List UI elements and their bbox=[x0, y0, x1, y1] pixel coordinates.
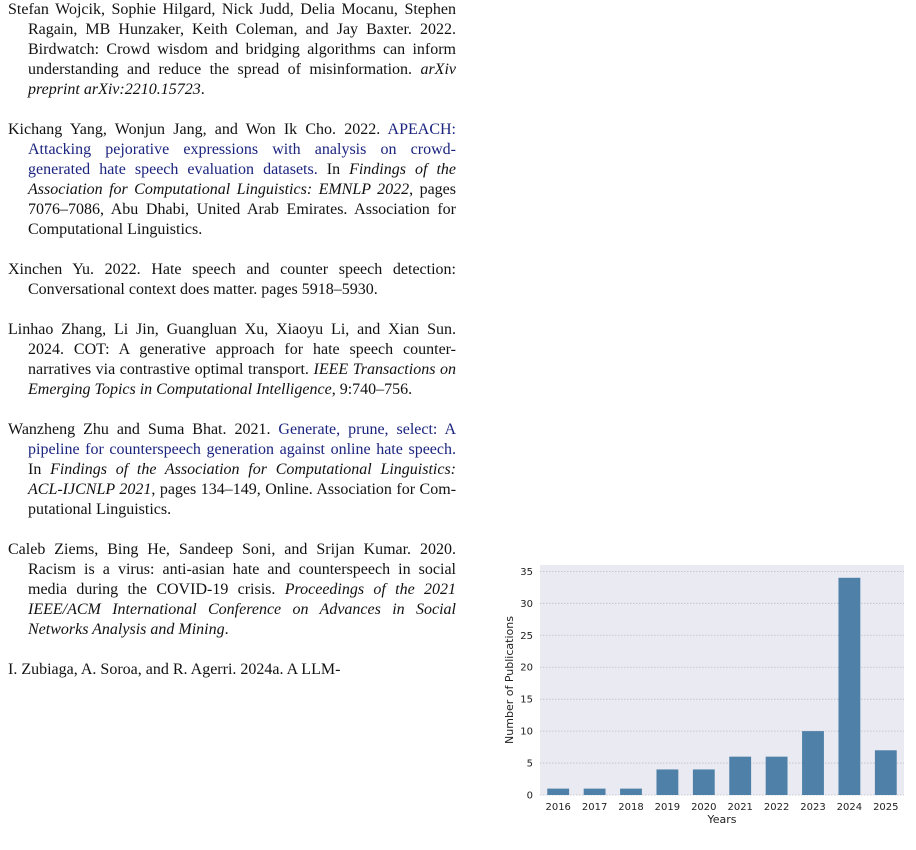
reference-text: Wanzheng Zhu and Suma Bhat. 2021. bbox=[8, 421, 279, 438]
bar-2020 bbox=[693, 769, 715, 795]
reference-entry bbox=[8, 120, 456, 240]
x-tick-label: 2021 bbox=[727, 802, 753, 813]
bar-2017 bbox=[584, 789, 606, 795]
reference-text: Linhao Zhang, Li Jin, Guangluan Xu, Xiaoyu Li, and Xian Sun. 2024. COT: A generative approach for hate speech counter-narratives via contrastive optimal transport. bbox=[8, 321, 456, 378]
publications-bar-chart bbox=[500, 555, 910, 850]
reference-entry bbox=[8, 0, 456, 100]
bar-2022 bbox=[766, 757, 788, 795]
reference-venue: Findings of the Association for Computational Linguistics: EMNLP 2022 bbox=[28, 161, 456, 198]
x-tick-label: 2017 bbox=[581, 802, 608, 813]
reference-text: Caleb Ziems, Bing He, Sandeep Soni, and Srijan Kumar. 2020. Racism is a virus: anti-asian hate and counterspeech in social media during the COVID-19 crisis. bbox=[8, 541, 456, 598]
reference-text: Kichang Yang, Wonjun Jang, and Won Ik Cho. 2022. bbox=[8, 121, 388, 138]
reference-text: Xinchen Yu. 2022. Hate speech and counter speech detection: Conversational context does matter. pages 5918–5930. bbox=[8, 261, 456, 298]
reference-venue: arXiv preprint arXiv:2210.15723 bbox=[28, 61, 456, 98]
bar-2021 bbox=[729, 757, 751, 795]
y-tick-labels bbox=[520, 567, 533, 802]
reference-entry bbox=[8, 660, 456, 680]
reference-text: Stefan Wojcik, Sophie Hilgard, Nick Judd, Delia Mocanu, Stephen Ragain, MB Hunzaker, Keith Coleman, and Jay Baxter. 2022. Birdwatch: Crowd wisdom and bridging algorithms can inform understanding and reduce the spread of misinformation. bbox=[8, 1, 456, 78]
y-tick-label: 10 bbox=[520, 726, 533, 738]
y-tick-label: 30 bbox=[520, 598, 533, 610]
bar-2016 bbox=[547, 789, 569, 795]
x-tick-label: 2020 bbox=[691, 802, 717, 813]
reference-venue: Proceedings of the 2021 IEEE/ACM International Conference on Advances in Social Networks Analysis and Mining bbox=[28, 581, 456, 638]
reference-venue: IEEE Transactions on Emerging Topics in Computational Intelligence bbox=[28, 361, 457, 398]
reference-list bbox=[8, 0, 456, 680]
y-axis-label: Number of Publications bbox=[503, 616, 516, 744]
x-tick-label: 2019 bbox=[654, 802, 681, 813]
bar-2018 bbox=[620, 789, 642, 795]
reference-text: , 9:740–756. bbox=[331, 381, 413, 398]
x-tick-label: 2016 bbox=[545, 802, 571, 813]
y-tick-label: 20 bbox=[520, 662, 533, 674]
reference-text: . bbox=[200, 81, 205, 98]
y-tick-label: 5 bbox=[526, 758, 533, 770]
reference-text: In bbox=[28, 461, 51, 478]
bar-2019 bbox=[656, 769, 678, 795]
reference-text: I. Zubiaga, A. Soroa, and R. Agerri. 2024a. A LLM- bbox=[8, 661, 341, 678]
reference-text: . bbox=[224, 621, 229, 638]
reference-link[interactable]: Generate, prune, select: A pipeline for counterspeech generation against online hate speech. bbox=[28, 421, 457, 458]
reference-entry bbox=[8, 260, 456, 300]
x-tick-label: 2022 bbox=[763, 802, 790, 813]
x-axis-label: Years bbox=[707, 813, 737, 826]
bar-2025 bbox=[875, 750, 897, 795]
bar-2024 bbox=[838, 578, 860, 795]
reference-text: , pages 134–149, Online. Association for Computational Linguistics. bbox=[28, 481, 457, 518]
x-tick-label: 2018 bbox=[618, 802, 644, 813]
reference-entry bbox=[8, 540, 456, 640]
x-tick-label: 2023 bbox=[800, 802, 826, 813]
reference-text: , pages 7076–7086, Abu Dhabi, United Arab Emirates. Association for Computational Linguistics. bbox=[28, 181, 457, 238]
y-tick-label: 35 bbox=[520, 566, 533, 578]
y-tick-label: 25 bbox=[520, 630, 533, 642]
reference-entry bbox=[8, 320, 456, 400]
reference-venue: Findings of the Association for Computational Linguistics: ACL-IJCNLP 2021 bbox=[28, 461, 457, 498]
x-tick-label: 2024 bbox=[836, 802, 863, 813]
y-tick-label: 15 bbox=[520, 694, 533, 706]
reference-text: In bbox=[317, 161, 350, 178]
bar-2023 bbox=[802, 731, 824, 795]
x-tick-label: 2025 bbox=[873, 802, 899, 813]
reference-entry bbox=[8, 420, 456, 520]
reference-link[interactable]: APEACH: Attacking pejorative expressions with analysis on crowd-generated hate speech evaluation datasets. bbox=[28, 121, 456, 178]
y-tick-label: 0 bbox=[526, 790, 533, 802]
x-tick-labels bbox=[545, 802, 898, 813]
